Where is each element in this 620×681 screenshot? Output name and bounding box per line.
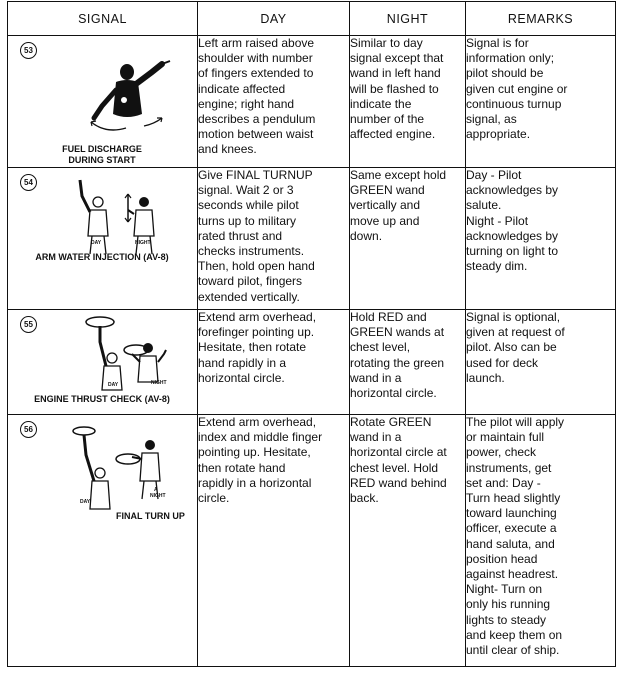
signal-cell	[8, 168, 198, 310]
signal-cell	[8, 415, 198, 667]
figure-label-night: NIGHT	[150, 493, 166, 499]
header-night: NIGHT	[350, 2, 466, 36]
signal-caption: ARM WATER INJECTION (AV-8)	[35, 252, 169, 262]
signal-number: 56	[20, 421, 37, 438]
remarks-cell: Signal is optional, given at request of pilot. Also can be used for deck launch.	[466, 310, 616, 415]
figure-label-night: NIGHT	[135, 240, 151, 246]
figure-label-day: DAY	[108, 382, 119, 388]
remarks-cell: The pilot will apply or maintain full power, check instruments, get set and: Day - Turn head slightly toward launching officer, execute a hand saluta, and position head against headrest. Night- Turn on only his running lights to steady and keep them on until clear of ship.	[466, 415, 616, 667]
signal-cell	[8, 36, 198, 168]
remarks-cell: Day - Pilot acknowledges by salute. Night - Pilot acknowledges by turning on light to steady dim.	[466, 168, 616, 310]
arm-water-injection-figure-icon	[68, 176, 168, 256]
table-row	[8, 168, 616, 310]
night-cell: Same except hold GREEN wand vertically and move up and down.	[350, 168, 466, 310]
signal-caption: FUEL DISCHARGE DURING START	[62, 144, 142, 165]
signals-table	[7, 1, 616, 667]
fuel-discharge-figure-icon	[86, 56, 176, 136]
signal-cell	[8, 310, 198, 415]
header-row	[8, 2, 616, 36]
signal-number: 54	[20, 174, 37, 191]
day-cell: Extend arm overhead, index and middle finger pointing up. Hesitate, then rotate hand rapidly in a horizontal circle.	[198, 415, 350, 667]
signal-caption: FINAL TURN UP	[116, 511, 185, 521]
figure-label-day: DAY	[80, 499, 91, 505]
header-remarks: REMARKS	[466, 2, 616, 36]
night-cell: Rotate GREEN wand in a horizontal circle at chest level. Hold RED wand behind back.	[350, 415, 466, 667]
remarks-cell: Signal is for information only; pilot should be given cut engine or continuous turnup signal, as appropriate.	[466, 36, 616, 168]
table-row	[8, 36, 616, 168]
header-signal: SIGNAL	[8, 2, 198, 36]
night-cell: Similar to day signal except that wand in left hand will be flashed to indicate the number of the affected engine.	[350, 36, 466, 168]
signal-number: 53	[20, 42, 37, 59]
figure-label-a: A	[154, 487, 158, 493]
figure-label-night: NIGHT	[151, 380, 167, 386]
day-cell: Give FINAL TURNUP signal. Wait 2 or 3 seconds while pilot turns up to military rated thrust and checks instruments. Then, hold open hand toward pilot, fingers extended vertically.	[198, 168, 350, 310]
table-row	[8, 310, 616, 415]
table-row	[8, 415, 616, 667]
header-day: DAY	[198, 2, 350, 36]
day-cell: Extend arm overhead, forefinger pointing up. Hesitate, then rotate hand rapidly in a horizontal circle.	[198, 310, 350, 415]
signal-caption: ENGINE THRUST CHECK (AV-8)	[34, 394, 170, 404]
figure-label-day: DAY	[91, 240, 102, 246]
night-cell: Hold RED and GREEN wands at chest level, rotating the green wand in a horizontal circle.	[350, 310, 466, 415]
day-cell: Left arm raised above shoulder with number of fingers extended to indicate affected engine; right hand describes a pendulum motion between waist and knees.	[198, 36, 350, 168]
signal-number: 55	[20, 316, 37, 333]
